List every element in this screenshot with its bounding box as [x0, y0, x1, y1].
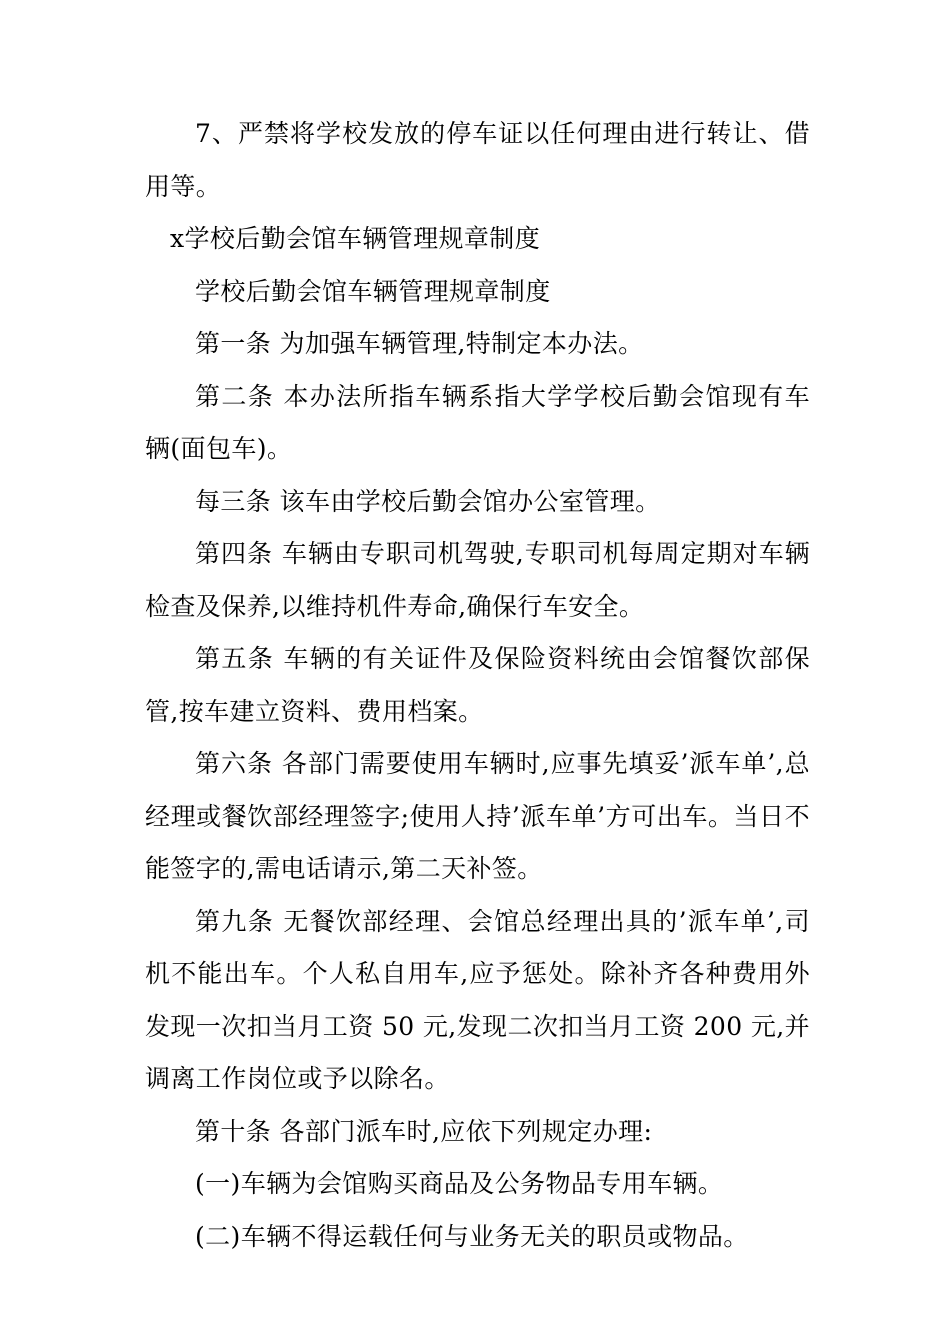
article-3: 每三条 该车由学校后勤会馆办公室管理。 [195, 486, 661, 516]
article-6: 第六条 各部门需要使用车辆时,应事先填妥’派车单’,总经理或餐饮部经理签字;使用人持’派车单’方可出车。当日不能签字的,需电话请示,第二天补签。 [145, 749, 810, 883]
paragraph-rule-7: 7、严禁将学校发放的停车证以任何理由进行转让、借用等。 [145, 119, 810, 201]
article-1: 第一条 为加强车辆管理,特制定本办法。 [195, 329, 644, 358]
article-2: 第二条 本办法所指车辆系指大学学校后勤会馆现有车辆(面包车)。 [145, 381, 810, 463]
article-5: 第五条 车辆的有关证件及保险资料统由会馆餐饮部保管,按车建立资料、费用档案。 [145, 644, 810, 726]
document-title: 学校后勤会馆车辆管理规章制度 [195, 276, 551, 306]
article-9: 第九条 无餐饮部经理、会馆总经理出具的’派车单’,司机不能出车。个人私自用车,应予惩处。除补齐各种费用外发现一次扣当月工资 50 元,发现二次扣当月工资 200 元,并调离工作岗位或予以除名。 [145, 906, 811, 1093]
article-10-item-1: (一)车辆为会馆购买商品及公务物品专用车辆。 [195, 1169, 724, 1198]
article-10-item-2: (二)车辆不得运载任何与业务无关的职员或物品。 [195, 1221, 749, 1251]
section-heading-x: x学校后勤会馆车辆管理规章制度 [170, 224, 541, 253]
article-10: 第十条 各部门派车时,应依下列规定办理: [195, 1116, 653, 1146]
document-page [145, 108, 810, 1263]
article-4: 第四条 车辆由专职司机驾驶,专职司机每周定期对车辆检查及保养,以维持机件寿命,确保行车安全。 [145, 539, 810, 621]
